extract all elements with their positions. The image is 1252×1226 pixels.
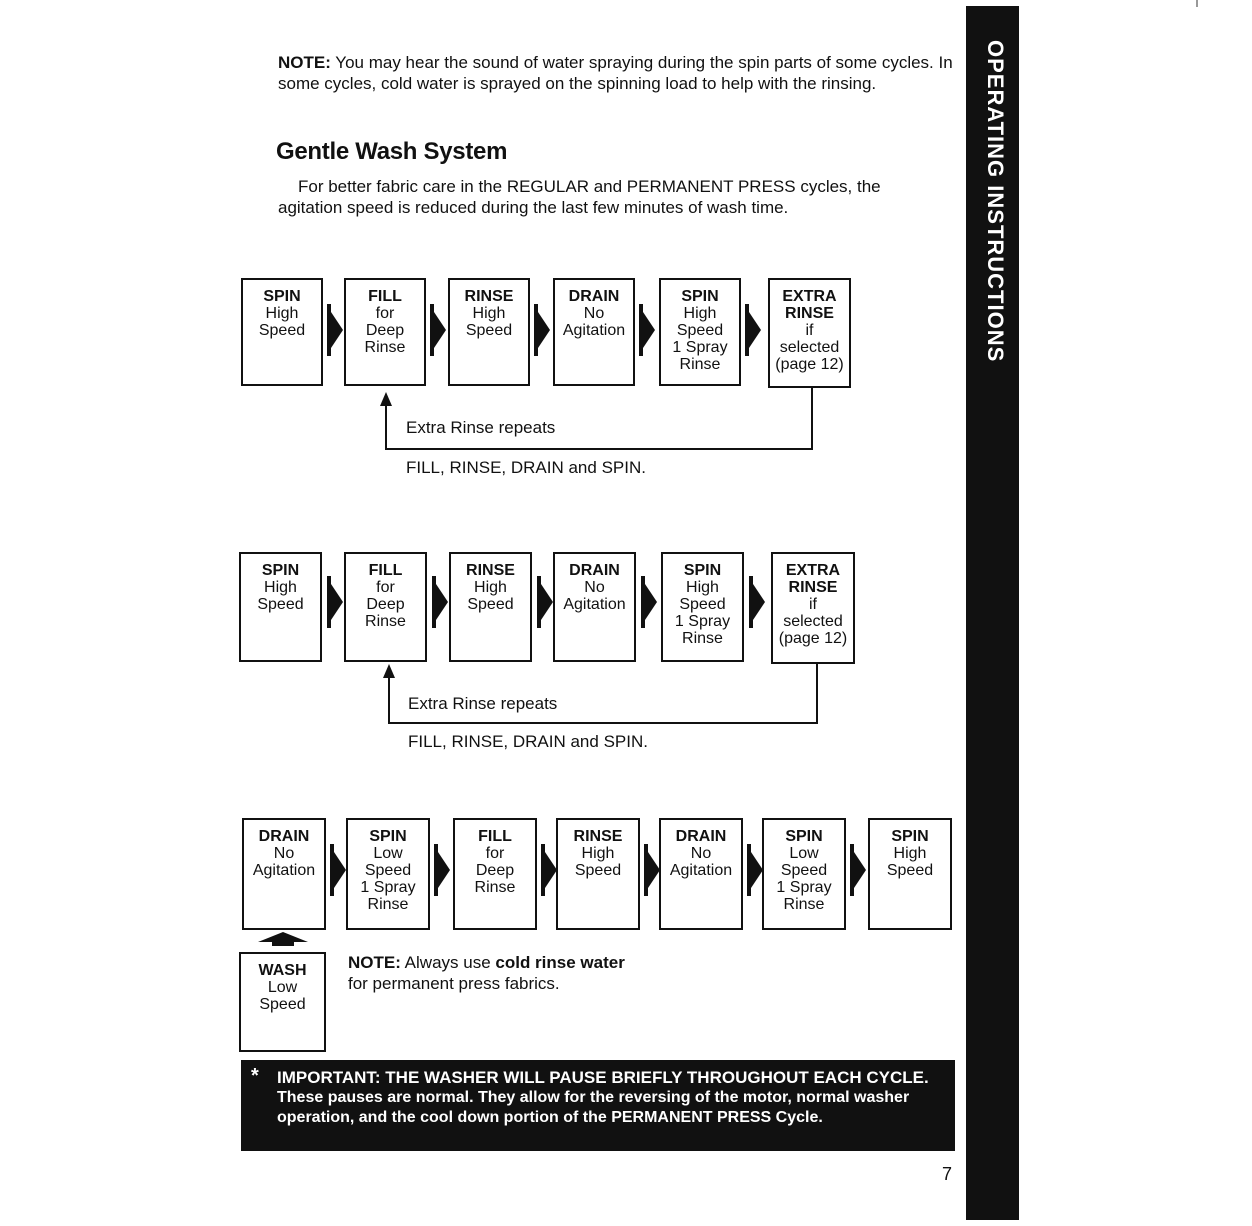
step-title: DRAIN [258, 828, 310, 845]
step-line: Low [267, 979, 298, 996]
note-text-2: for permanent press fabrics. [348, 974, 560, 993]
step-line: Rinse [364, 339, 406, 356]
step-box [346, 818, 430, 930]
step-line: High [472, 305, 506, 322]
step-box [771, 552, 855, 664]
step-line: High [264, 579, 297, 596]
step-box [556, 818, 640, 930]
loop-line-right [811, 388, 813, 450]
important-body: These pauses are normal. They allow for the reversing of the motor, normal washer operation, and the cool down portion of the PERMANENT PRESS Cycle. [277, 1089, 910, 1126]
step-title: EXTRA [785, 562, 841, 579]
step-line: No [584, 579, 605, 596]
loop-line-left [385, 404, 387, 450]
step-line: No [273, 845, 295, 862]
step-line: Agitation [252, 862, 316, 879]
loop-arrowhead [380, 392, 392, 406]
step-line: No [583, 305, 605, 322]
step-line: Speed [364, 862, 412, 879]
step-line: High [474, 579, 507, 596]
step-line: Low [373, 845, 403, 862]
step-title: WASH [258, 962, 307, 979]
step-line: Rinse [783, 896, 825, 913]
flow-arrow [643, 312, 655, 348]
step-box [868, 818, 952, 930]
step-title: RINSE [466, 562, 515, 579]
step-line: Low [789, 845, 819, 862]
loop-line-right [816, 664, 818, 724]
section-heading: Gentle Wash System [276, 138, 508, 165]
flow-arrow [331, 584, 343, 620]
step-line: 1 Spray [674, 613, 731, 630]
step-box [661, 552, 744, 662]
asterisk: * [251, 1065, 259, 1087]
step-box [449, 552, 532, 662]
step-line: High [893, 845, 927, 862]
step-box [553, 552, 636, 662]
step-box [659, 278, 741, 386]
step-line: Rinse [367, 896, 409, 913]
step-line: High [265, 305, 299, 322]
step-line: Agitation [669, 862, 733, 879]
step-title: RINSE [788, 579, 838, 596]
step-line: Speed [258, 322, 306, 339]
loop-caption: FILL, RINSE, DRAIN and SPIN. [406, 458, 646, 477]
step-line: Speed [574, 862, 622, 879]
flow-arrow [854, 852, 866, 888]
step-title: SPIN [263, 288, 301, 305]
flow-arrow [436, 584, 448, 620]
flow-arrow [749, 312, 761, 348]
step-line: if [805, 322, 814, 339]
step-line: 1 Spray [360, 879, 416, 896]
loop-line-left [388, 676, 390, 724]
step-box [242, 818, 326, 930]
important-banner [241, 1060, 955, 1151]
note-emphasis: cold rinse water [495, 953, 625, 972]
step-title: SPIN [891, 828, 929, 845]
step-title: RINSE [573, 828, 623, 845]
step-line: Deep [475, 862, 515, 879]
step-title: DRAIN [568, 288, 620, 305]
note-text: You may hear the sound of water spraying during the spin parts of some cycles. In some cycles, cold water is sprayed on the spinning load to help with the rinsing. [278, 53, 953, 93]
step-title: RINSE [464, 288, 514, 305]
step-line: (page 12) [775, 356, 844, 373]
page-number: 7 [942, 1164, 953, 1184]
step-title: FILL [368, 562, 403, 579]
step-line: for [485, 845, 505, 862]
flow-arrow [753, 584, 765, 620]
loop-label: Extra Rinse repeats [408, 694, 558, 713]
note-text: Always use [400, 953, 496, 972]
step-box [453, 818, 537, 930]
margin-tick [1196, 0, 1198, 7]
step-title: SPIN [785, 828, 823, 845]
flow-arrow [334, 852, 346, 888]
flow-arrow [438, 852, 450, 888]
loop-label: Extra Rinse repeats [406, 418, 556, 437]
step-line: Agitation [563, 596, 626, 613]
sidebar-title: OPERATING INSTRUCTIONS [983, 40, 1008, 363]
step-line: Speed [886, 862, 934, 879]
step-line: Rinse [682, 630, 723, 647]
loop-caption: FILL, RINSE, DRAIN and SPIN. [408, 732, 648, 751]
step-title: SPIN [683, 562, 722, 579]
step-line: Deep [365, 322, 405, 339]
step-line: for [375, 305, 395, 322]
step-line: selected [783, 613, 843, 630]
intro-paragraph: For better fabric care in the REGULAR and PERMANENT PRESS cycles, the agitation speed is reduced during the last few minutes of wash time. [278, 177, 881, 217]
step-line: if [809, 596, 817, 613]
step-line: Speed [780, 862, 828, 879]
step-title: DRAIN [675, 828, 727, 845]
step-title: DRAIN [569, 562, 620, 579]
step-line: High [581, 845, 615, 862]
step-box [239, 952, 326, 1052]
step-line: for [376, 579, 395, 596]
step-box [768, 278, 851, 388]
step-line: Agitation [562, 322, 626, 339]
step-line: Rinse [679, 356, 721, 373]
step-title: FILL [368, 288, 402, 305]
flow-arrow [434, 312, 446, 348]
flow-arrow [645, 584, 657, 620]
step-title: RINSE [785, 305, 834, 322]
step-line: High [686, 579, 719, 596]
step-box [239, 552, 322, 662]
flow-arrow [541, 584, 553, 620]
step-box [659, 818, 743, 930]
step-title: EXTRA [782, 288, 837, 305]
step-line: No [690, 845, 712, 862]
loop-line-bottom [388, 722, 818, 724]
step-box [762, 818, 846, 930]
step-line: Deep [366, 596, 405, 613]
step-box [241, 278, 323, 386]
important-headline: IMPORTANT: THE WASHER WILL PAUSE BRIEFLY THROUGHOUT EACH CYCLE. [277, 1068, 929, 1087]
flow-arrow [538, 312, 550, 348]
step-box [553, 278, 635, 386]
step-title: SPIN [681, 288, 719, 305]
cold-rinse-note [348, 952, 625, 994]
step-line: selected [779, 339, 840, 356]
spin-spray-note [278, 52, 958, 94]
step-box [344, 278, 426, 386]
flow-arrow [331, 312, 343, 348]
step-line: High [683, 305, 717, 322]
step-line: 1 Spray [672, 339, 728, 356]
step-line: Rinse [474, 879, 516, 896]
step-line: Speed [467, 596, 514, 613]
wash-up-arrow [258, 932, 308, 946]
step-line: Speed [676, 322, 724, 339]
step-line: (page 12) [778, 630, 848, 647]
note-label: NOTE: [278, 53, 331, 72]
step-line: Speed [257, 596, 304, 613]
step-box [448, 278, 530, 386]
step-line: 1 Spray [776, 879, 832, 896]
loop-arrowhead [383, 664, 395, 678]
step-line: Speed [259, 996, 306, 1013]
step-title: SPIN [261, 562, 300, 579]
step-line: Speed [465, 322, 513, 339]
step-box [344, 552, 427, 662]
step-line: Speed [679, 596, 726, 613]
loop-line-bottom [385, 448, 813, 450]
step-title: FILL [478, 828, 512, 845]
step-title: SPIN [369, 828, 407, 845]
note-label: NOTE: [348, 953, 401, 972]
step-line: Rinse [365, 613, 406, 630]
